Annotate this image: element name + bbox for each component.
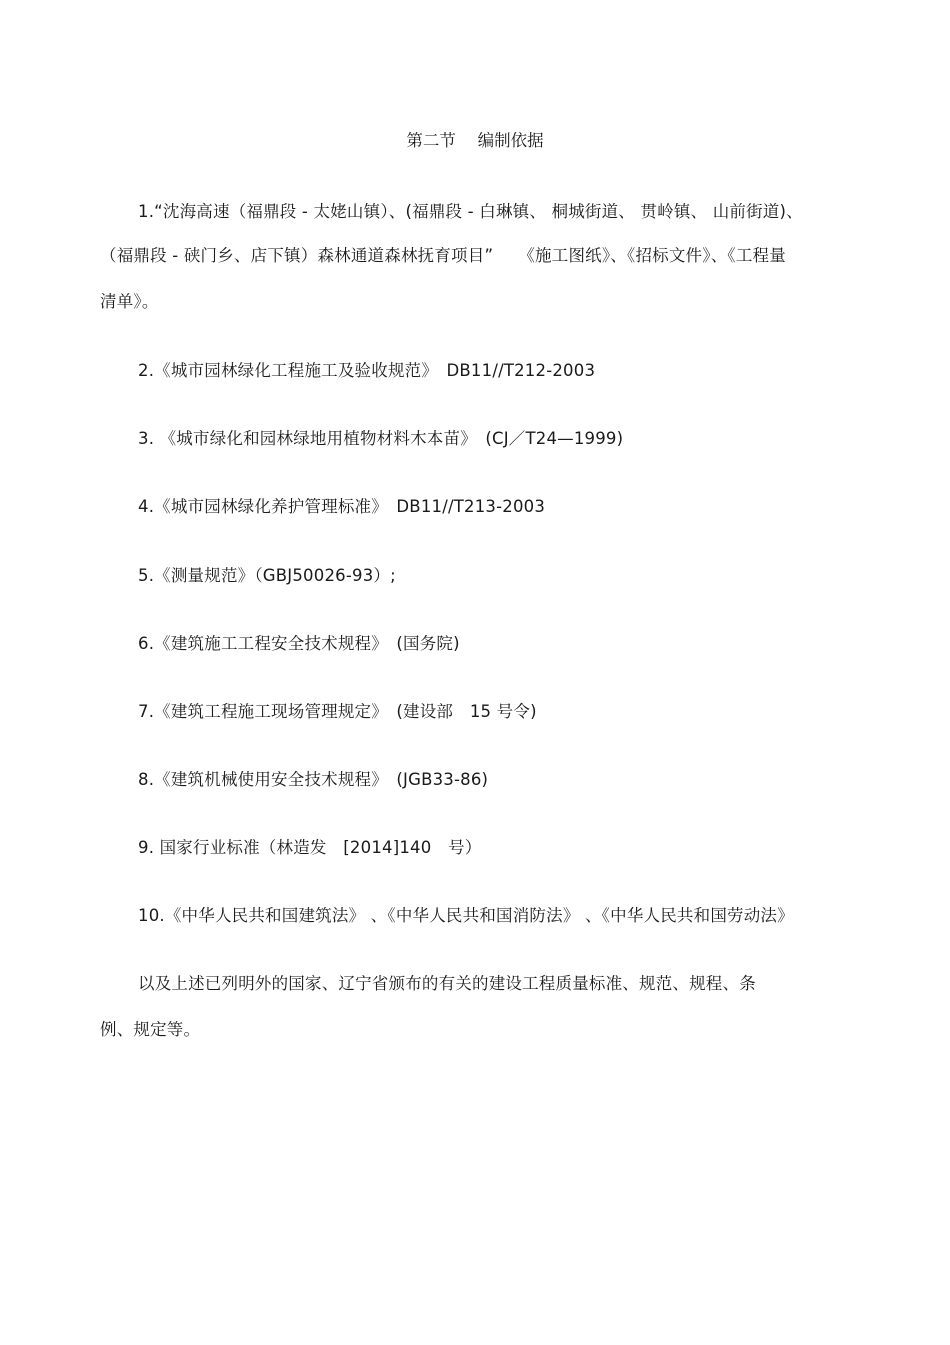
basis-item-4: 4.《城市园林绿化养护管理标准》 DB11//T213-2003 xyxy=(138,497,546,516)
basis-item-3: 3. 《城市绿化和园林绿地用植物材料木本苗》 (CJ／T24—1999) xyxy=(138,429,624,448)
basis-item-6: 6.《建筑施工工程安全技术规程》 (国务院) xyxy=(138,634,460,653)
basis-item-1-line-2: （福鼎段 - 硖门乡、店下镇）森林通道森林抚育项目” 《施工图纸》、《招标文件》、《工程量 xyxy=(100,246,786,265)
basis-item-1-line-1: 1.“沈海高速（福鼎段 - 太姥山镇）、(福鼎段 - 白琳镇、 桐城街道、 贯岭镇、 山前街道)、 xyxy=(138,202,803,221)
basis-item-1-line-3: 清单》。 xyxy=(100,292,159,311)
basis-item-7: 7.《建筑工程施工现场管理规定》 (建设部 15 号令) xyxy=(138,702,537,721)
basis-item-5: 5.《测量规范》（GBJ50026-93）; xyxy=(138,566,396,585)
basis-item-9: 9. 国家行业标准（林造发 [2014]140 号） xyxy=(138,838,482,857)
section-title: 第二节 编制依据 xyxy=(406,131,544,150)
basis-item-8: 8.《建筑机械使用安全技术规程》 (JGB33-86) xyxy=(138,770,489,789)
basis-item-2: 2.《城市园林绿化工程施工及验收规范》 DB11//T212-2003 xyxy=(138,361,596,380)
closing-paragraph-line-2: 例、规定等。 xyxy=(100,1020,201,1039)
basis-item-10: 10.《中华人民共和国建筑法》 、《中华人民共和国消防法》 、《中华人民共和国劳动法》 xyxy=(138,906,794,925)
closing-paragraph-line-1: 以及上述已列明外的国家、辽宁省颁布的有关的建设工程质量标准、规范、规程、条 xyxy=(138,974,756,993)
